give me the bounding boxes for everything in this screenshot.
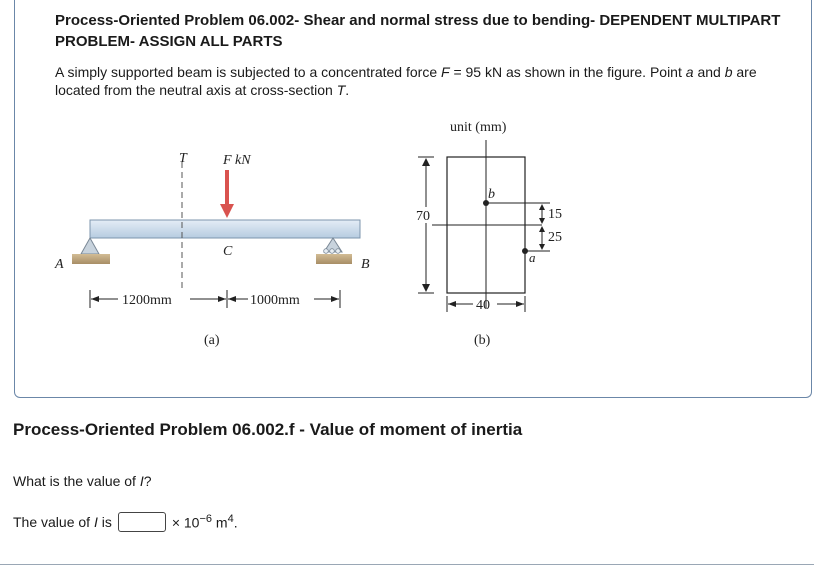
answer-unit: × $10^{-6}$ $m^4$. — [171, 513, 238, 531]
dim-arrow-right-a — [228, 296, 236, 302]
dim-70-arrow-top — [422, 158, 430, 166]
dim-arrow-left-b — [218, 296, 226, 302]
pin-support-a — [81, 238, 99, 254]
unit-label: unit (mm) — [450, 120, 507, 135]
dim-15-label: 15 — [548, 207, 562, 222]
roller-2 — [330, 249, 335, 254]
dim-15-arrow-bot — [539, 218, 545, 224]
dim-70-arrow-bot — [422, 284, 430, 292]
dim-15-arrow-top — [539, 204, 545, 210]
caption-b: (b) — [474, 333, 491, 348]
divider — [0, 564, 814, 565]
force-arrowhead — [220, 204, 234, 218]
problem-statement: A simply supported beam is subjected to a concentrated force F = 95 kN as shown in the figure. Point a and b are located from the neutral axis at cross-section T. — [55, 64, 757, 98]
problem-title: Process-Oriented Problem 06.002- Shear and normal stress due to bending- DEPENDENT MULTIPART PROBLEM- ASSIGN ALL PARTS — [55, 12, 781, 50]
ground-b — [316, 254, 352, 264]
dim-arrow-left-a — [91, 296, 99, 302]
force-label: F kN — [223, 153, 251, 168]
dim-25-label: 25 — [548, 230, 562, 245]
point-a-label: a — [529, 250, 536, 265]
dim-70-label: 70 — [416, 209, 430, 224]
label-a: A — [55, 257, 64, 272]
dim-right-label: 1000mm — [250, 293, 300, 308]
dim-25-arrow-bot — [539, 244, 545, 250]
point-a-marker — [522, 248, 528, 254]
roller-3 — [336, 249, 341, 254]
label-b: B — [361, 257, 370, 272]
question-text: What is the value of I? — [13, 473, 152, 489]
answer-row — [13, 512, 238, 532]
dim-40-label: 40 — [476, 298, 490, 313]
part-heading: Process-Oriented Problem 06.002.f - Value of moment of inertia — [13, 420, 523, 439]
beam — [90, 220, 360, 238]
point-b-label: b — [488, 187, 495, 202]
dim-40-arrow-right — [516, 301, 524, 307]
moment-of-inertia-input[interactable] — [118, 512, 166, 532]
dim-25-arrow-top — [539, 226, 545, 232]
section-label-t: T — [179, 151, 187, 166]
answer-label: The value of I is — [13, 514, 112, 530]
dim-40-arrow-left — [448, 301, 456, 307]
dim-left-label: 1200mm — [122, 293, 172, 308]
roller-1 — [324, 249, 329, 254]
label-c: C — [223, 244, 233, 259]
beam-figure — [50, 112, 590, 352]
ground-a — [72, 254, 110, 264]
caption-a: (a) — [204, 333, 220, 348]
dim-arrow-right-b — [331, 296, 339, 302]
